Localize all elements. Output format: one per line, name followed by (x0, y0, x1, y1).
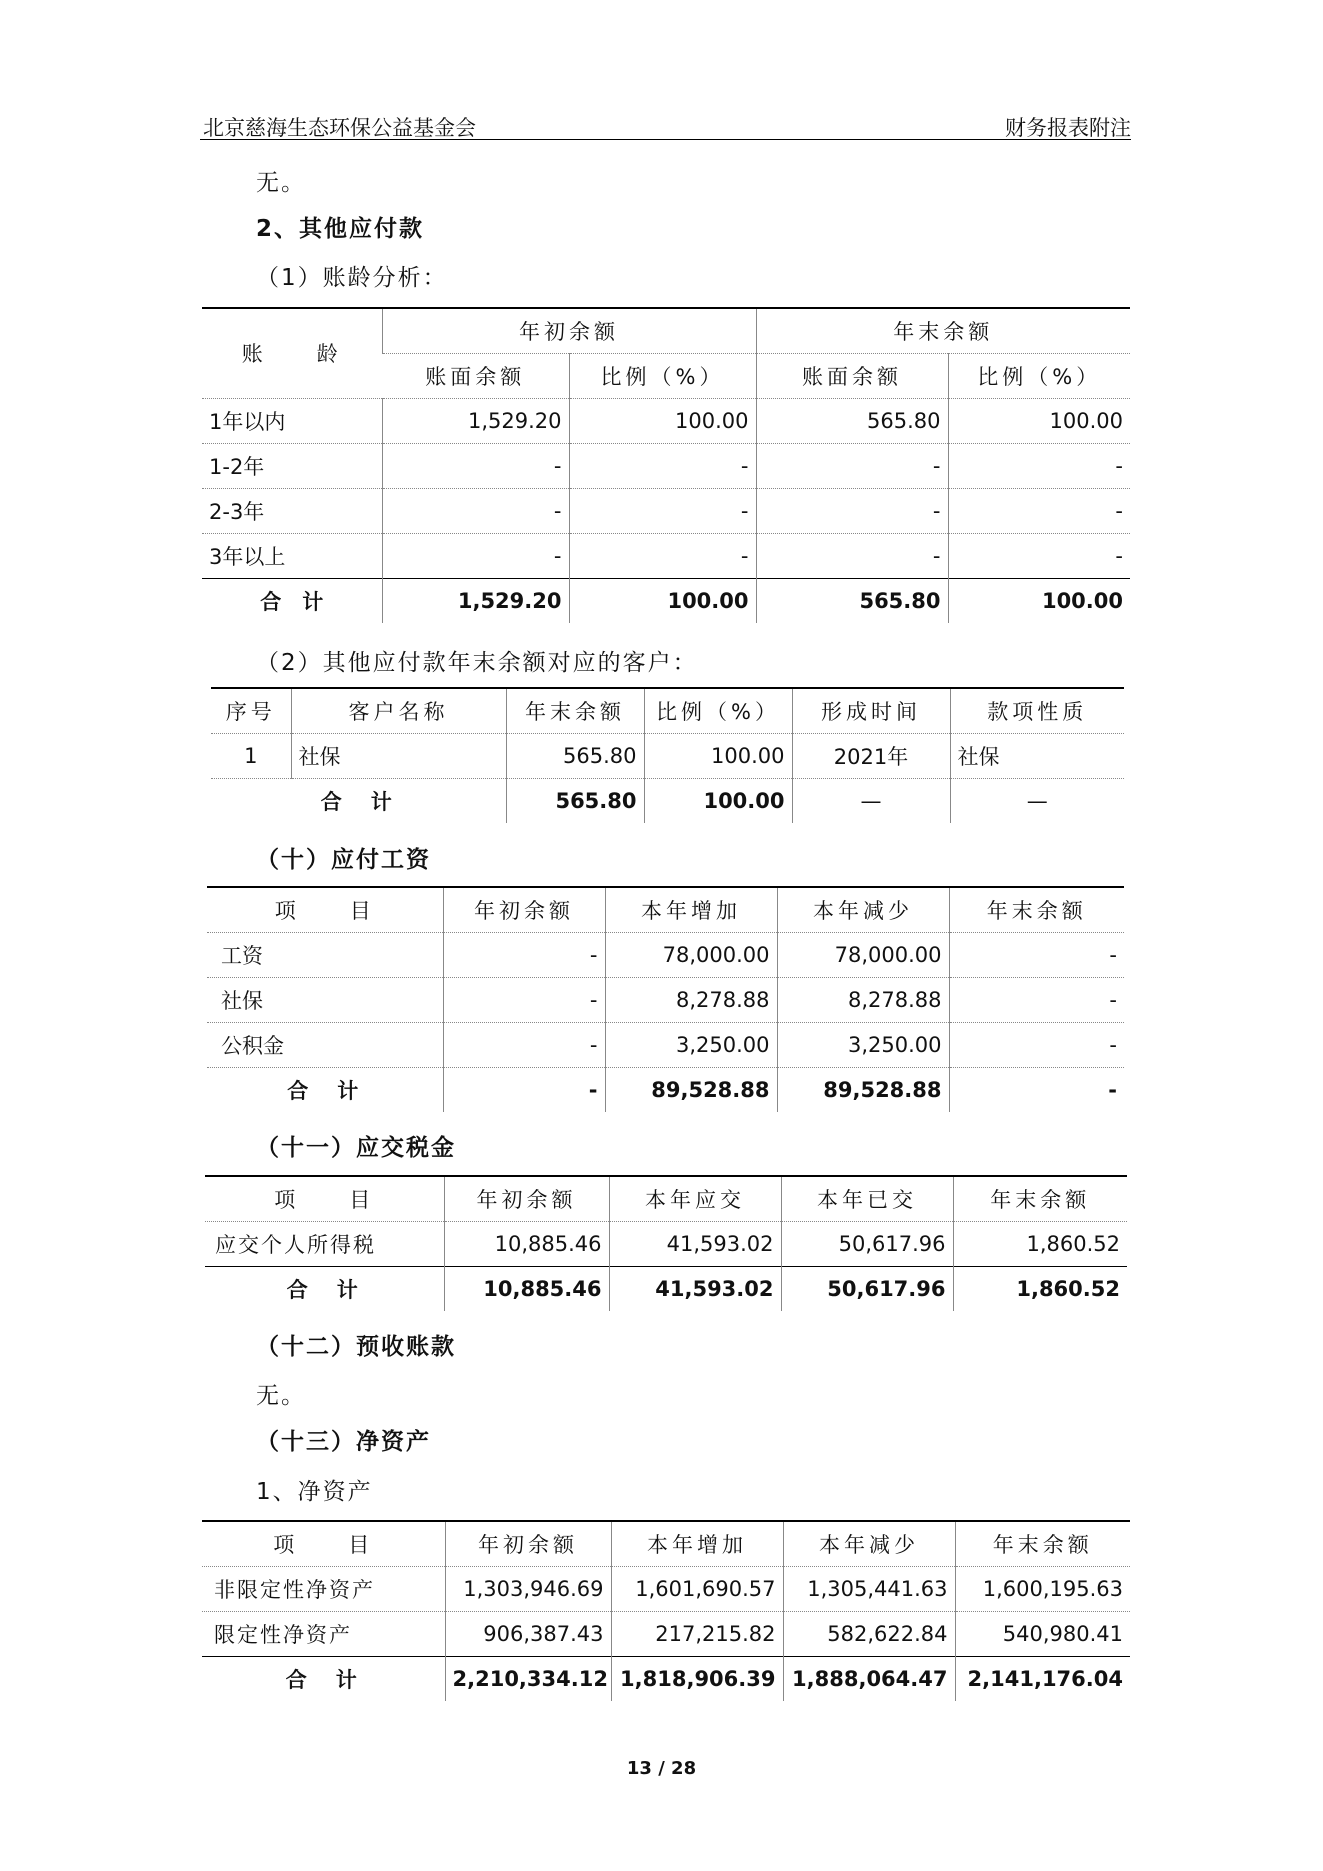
net-assets-heading: （十三）净资产 (256, 1429, 431, 1455)
total-value: 565.80 (756, 578, 948, 623)
total-value: 565.80 (506, 778, 644, 823)
row-label: 公积金 (207, 1022, 443, 1067)
cell-value: - (382, 488, 569, 533)
table-row (207, 977, 1124, 1022)
total-value: 100.00 (569, 578, 756, 623)
total-value: 89,528.88 (777, 1067, 949, 1112)
aging-subheader-ratio: 比例（%） (569, 353, 756, 398)
cell-value: - (948, 443, 1130, 488)
total-value: 50,617.96 (781, 1266, 953, 1311)
row-label: 3年以上 (202, 533, 382, 578)
salary-header: 年初余额 (443, 887, 605, 932)
paragraph-none: 无。 (256, 1383, 306, 1409)
salary-table (207, 886, 1124, 1112)
total-row (211, 778, 1124, 823)
cell-value: - (756, 533, 948, 578)
cell-value: 3,250.00 (605, 1022, 777, 1067)
customer-header: 客户名称 (291, 688, 506, 733)
cell-value: - (949, 977, 1124, 1022)
cell-value: - (948, 488, 1130, 533)
cell-value: - (382, 533, 569, 578)
net-assets-subheading: 1、净资产 (256, 1479, 373, 1505)
total-value: 1,818,906.39 (611, 1656, 783, 1701)
total-label: 合 计 (202, 1656, 445, 1701)
page-number: 13 / 28 (626, 1758, 697, 1779)
cell-value: 565.80 (506, 733, 644, 778)
cell-value: 565.80 (756, 398, 948, 443)
aging-header-label: 账 龄 (202, 308, 382, 398)
total-value: - (949, 1067, 1124, 1112)
cell-value: 1,601,690.57 (611, 1566, 783, 1611)
total-value: 2,141,176.04 (955, 1656, 1130, 1701)
row-label: 应交个人所得税 (205, 1221, 444, 1266)
net-assets-table (202, 1520, 1130, 1701)
aging-caption: （1）账龄分析： (256, 265, 448, 291)
customer-header: 序号 (211, 688, 291, 733)
cell-value: 78,000.00 (605, 932, 777, 977)
cell-name: 社保 (291, 733, 506, 778)
aging-table (202, 307, 1130, 623)
total-value: 100.00 (644, 778, 792, 823)
aging-subheader-ratio: 比例（%） (948, 353, 1130, 398)
table-row (202, 443, 1130, 488)
net-header: 本年增加 (611, 1521, 783, 1566)
row-label: 工资 (207, 932, 443, 977)
total-value: 100.00 (948, 578, 1130, 623)
salary-header: 本年减少 (777, 887, 949, 932)
customer-header: 形成时间 (792, 688, 950, 733)
total-row (202, 578, 1130, 623)
tax-heading: （十一）应交税金 (256, 1135, 456, 1161)
customer-header: 年末余额 (506, 688, 644, 733)
cell-value: - (756, 488, 948, 533)
total-row (207, 1067, 1124, 1112)
cell-value: 582,622.84 (783, 1611, 955, 1656)
header-rule (200, 139, 1131, 140)
total-label: 合 计 (202, 578, 382, 623)
total-value: 1,888,064.47 (783, 1656, 955, 1701)
total-row (202, 1656, 1130, 1701)
total-value: 2,210,334.12 (445, 1656, 611, 1701)
customer-header: 比例（%） (644, 688, 792, 733)
cell-value: 10,885.46 (444, 1221, 609, 1266)
cell-value: 100.00 (644, 733, 792, 778)
aging-header-begin: 年初余额 (382, 308, 756, 353)
total-value: 41,593.02 (609, 1266, 781, 1311)
salary-header: 本年增加 (605, 887, 777, 932)
tax-table (205, 1175, 1127, 1311)
row-label: 社保 (207, 977, 443, 1022)
cell-value: - (569, 488, 756, 533)
advance-heading: （十二）预收账款 (256, 1334, 456, 1360)
total-label: 合 计 (205, 1266, 444, 1311)
table-row (202, 533, 1130, 578)
salary-header: 年末余额 (949, 887, 1124, 932)
cell-value: 8,278.88 (777, 977, 949, 1022)
row-label: 2-3年 (202, 488, 382, 533)
aging-header-end: 年末余额 (756, 308, 1130, 353)
tax-header: 年末余额 (953, 1176, 1127, 1221)
cell-value: - (949, 1022, 1124, 1067)
cell-value: 3,250.00 (777, 1022, 949, 1067)
tax-header: 本年已交 (781, 1176, 953, 1221)
customer-header: 款项性质 (950, 688, 1124, 733)
cell-value: 906,387.43 (445, 1611, 611, 1656)
cell-value: - (949, 932, 1124, 977)
total-label: 合 计 (320, 789, 396, 814)
customer-table (211, 687, 1124, 823)
cell-value: 540,980.41 (955, 1611, 1130, 1656)
table-row (211, 733, 1124, 778)
total-label: 合 计 (287, 1078, 363, 1103)
cell-nature: 社保 (950, 733, 1124, 778)
customer-caption: （2）其他应付款年末余额对应的客户： (256, 650, 698, 676)
header-org-name: 北京慈海生态环保公益基金会 (203, 116, 476, 140)
row-label: 限定性净资产 (202, 1611, 445, 1656)
table-row (207, 1022, 1124, 1067)
salary-header: 项 目 (207, 887, 443, 932)
aging-subheader-book: 账面余额 (756, 353, 948, 398)
row-label: 1-2年 (202, 443, 382, 488)
cell-value: - (443, 977, 605, 1022)
salary-heading: （十）应付工资 (256, 847, 431, 873)
header-doc-title: 财务报表附注 (1005, 116, 1131, 140)
net-header: 本年减少 (783, 1521, 955, 1566)
total-row (205, 1266, 1127, 1311)
table-row (205, 1221, 1127, 1266)
total-value: 1,860.52 (953, 1266, 1127, 1311)
row-label: 非限定性净资产 (202, 1566, 445, 1611)
total-value: - (443, 1067, 605, 1112)
table-row (202, 398, 1130, 443)
cell-value: 1,305,441.63 (783, 1566, 955, 1611)
total-value: 10,885.46 (444, 1266, 609, 1311)
cell-value: 41,593.02 (609, 1221, 781, 1266)
cell-value: - (382, 443, 569, 488)
table-row (202, 1611, 1130, 1656)
cell-time: 2021年 (792, 733, 950, 778)
net-header: 年末余额 (955, 1521, 1130, 1566)
cell-value: 1,303,946.69 (445, 1566, 611, 1611)
table-row (202, 1566, 1130, 1611)
section-heading: 2、其他应付款 (256, 216, 425, 242)
cell-value: 50,617.96 (781, 1221, 953, 1266)
cell-value: - (443, 932, 605, 977)
cell-value: 1,529.20 (382, 398, 569, 443)
cell-value: 100.00 (569, 398, 756, 443)
row-label: 1年以内 (202, 398, 382, 443)
net-header: 年初余额 (445, 1521, 611, 1566)
cell-value: 1,860.52 (953, 1221, 1127, 1266)
paragraph-none: 无。 (256, 170, 306, 196)
total-nature: — (950, 778, 1124, 823)
total-value: 1,529.20 (382, 578, 569, 623)
total-value: 89,528.88 (605, 1067, 777, 1112)
cell-value: 8,278.88 (605, 977, 777, 1022)
cell-value: 78,000.00 (777, 932, 949, 977)
total-time: — (792, 778, 950, 823)
net-header: 项 目 (202, 1521, 445, 1566)
table-row (207, 932, 1124, 977)
cell-value: - (569, 443, 756, 488)
cell-value: - (443, 1022, 605, 1067)
cell-value: 100.00 (948, 398, 1130, 443)
table-row (202, 488, 1130, 533)
tax-header: 本年应交 (609, 1176, 781, 1221)
tax-header: 年初余额 (444, 1176, 609, 1221)
cell-value: - (756, 443, 948, 488)
tax-header: 项 目 (205, 1176, 444, 1221)
cell-no: 1 (211, 733, 291, 778)
cell-value: 1,600,195.63 (955, 1566, 1130, 1611)
cell-value: 217,215.82 (611, 1611, 783, 1656)
aging-subheader-book: 账面余额 (382, 353, 569, 398)
cell-value: - (948, 533, 1130, 578)
cell-value: - (569, 533, 756, 578)
